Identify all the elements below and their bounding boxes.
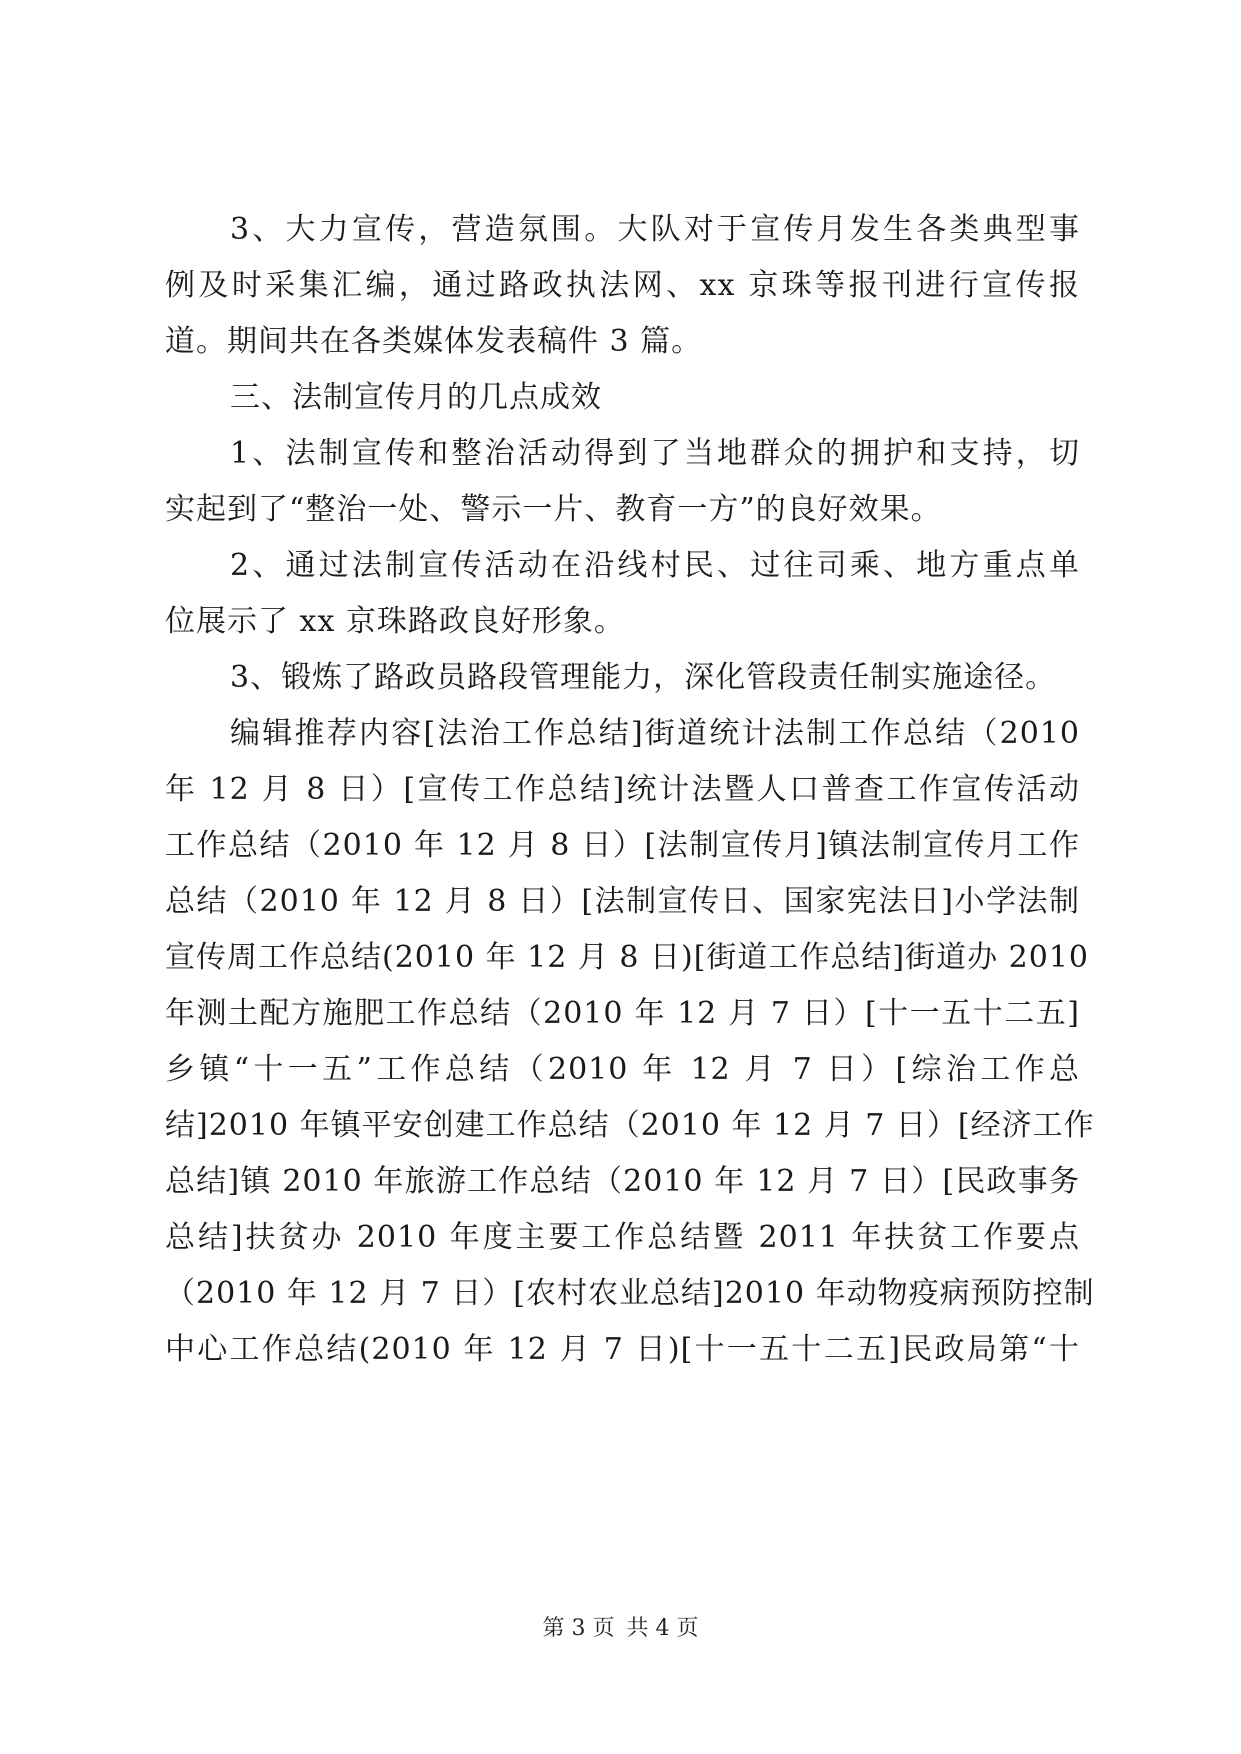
text-line: 总结]镇 2010 年旅游工作总结（2010 年 12 月 7 日）[民政事务 xyxy=(165,1164,1080,1199)
text-line: 结]2010 年镇平安创建工作总结（2010 年 12 月 7 日）[经济工作 xyxy=(165,1108,1095,1143)
section-heading: 三、法制宣传月的几点成效 xyxy=(230,380,602,415)
text-line: 3、锻炼了路政员路段管理能力，深化管段责任制实施途径。 xyxy=(230,660,1057,695)
page-number: 第 3 页 xyxy=(542,1616,615,1641)
text-line: 实起到了“整治一处、警示一片、教育一方”的良好效果。 xyxy=(165,492,942,527)
text-line: 总结]扶贫办 2010 年度主要工作总结暨 2011 年扶贫工作要点 xyxy=(165,1220,1080,1255)
text-line: 3、大力宣传，营造氛围。大队对于宣传月发生各类典型事 xyxy=(230,212,1080,247)
text-line: 总结（2010 年 12 月 8 日）[法制宣传日、国家宪法日]小学法制 xyxy=(165,884,1080,919)
text-line: 位展示了 xx 京珠路政良好形象。 xyxy=(165,604,625,639)
text-line: 年 12 月 8 日）[宣传工作总结]统计法暨人口普查工作宣传活动 xyxy=(165,772,1080,807)
text-line: （2010 年 12 月 7 日）[农村农业总结]2010 年动物疫病预防控制 xyxy=(165,1276,1095,1311)
text-line: 例及时采集汇编，通过路政执法网、xx 京珠等报刊进行宣传报 xyxy=(165,268,1080,303)
text-line: 年测土配方施肥工作总结（2010 年 12 月 7 日）[十一五十二五] xyxy=(165,996,1080,1031)
text-line: 乡镇“十一五”工作总结（2010 年 12 月 7 日）[综治工作总 xyxy=(165,1052,1080,1087)
text-line: 中心工作总结(2010 年 12 月 7 日)[十一五十二五]民政局第“十 xyxy=(165,1332,1080,1367)
text-line: 2、通过法制宣传活动在沿线村民、过往司乘、地方重点单 xyxy=(230,548,1080,583)
text-line: 编辑推荐内容[法治工作总结]街道统计法制工作总结（2010 xyxy=(230,716,1080,751)
text-line: 工作总结（2010 年 12 月 8 日）[法制宣传月]镇法制宣传月工作 xyxy=(165,828,1080,863)
text-line: 道。期间共在各类媒体发表稿件 3 篇。 xyxy=(165,324,703,359)
text-line: 1、法制宣传和整治活动得到了当地群众的拥护和支持，切 xyxy=(230,436,1080,471)
page-footer xyxy=(0,1614,1241,1644)
page-total: 共 4 页 xyxy=(626,1616,699,1641)
text-line: 宣传周工作总结(2010 年 12 月 8 日)[街道工作总结]街道办 2010 xyxy=(165,940,1089,975)
